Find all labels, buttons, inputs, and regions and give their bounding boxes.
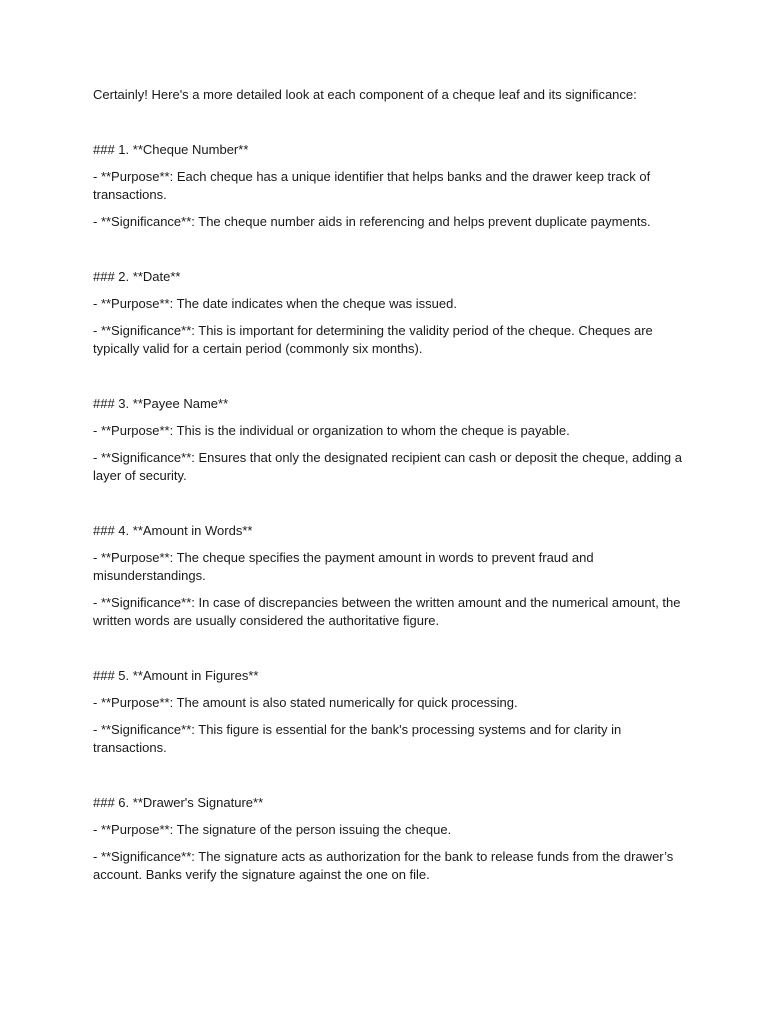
significance-bullet: - **Significance**: In case of discrepancies between the written amount and the numerical amount, the written words are usually considered the authoritative figure. [93, 595, 681, 628]
section-heading: ### 6. **Drawer's Signature** [93, 795, 264, 810]
section-amount-in-figures [93, 667, 693, 757]
section-heading: ### 2. **Date** [93, 269, 181, 284]
purpose-bullet: - **Purpose**: The cheque specifies the payment amount in words to prevent fraud and misunderstandings. [93, 550, 594, 583]
significance-bullet: - **Significance**: The cheque number aids in referencing and helps prevent duplicate payments. [93, 214, 651, 229]
significance-bullet: - **Significance**: This is important for determining the validity period of the cheque. Cheques are typically valid for a certain period (commonly six months). [93, 323, 653, 356]
purpose-bullet: - **Purpose**: The amount is also stated numerically for quick processing. [93, 695, 518, 710]
purpose-bullet: - **Purpose**: The date indicates when the cheque was issued. [93, 296, 457, 311]
section-heading: ### 1. **Cheque Number** [93, 142, 249, 157]
document-page [93, 86, 693, 893]
section-payee-name [93, 395, 693, 485]
purpose-bullet: - **Purpose**: Each cheque has a unique identifier that helps banks and the drawer keep track of transactions. [93, 169, 651, 202]
section-drawers-signature [93, 794, 693, 884]
section-heading: ### 4. **Amount in Words** [93, 523, 253, 538]
section-cheque-number [93, 141, 693, 231]
significance-bullet: - **Significance**: This figure is essential for the bank's processing systems and for clarity in transactions. [93, 722, 622, 755]
section-heading: ### 5. **Amount in Figures** [93, 668, 259, 683]
significance-bullet: - **Significance**: The signature acts as authorization for the bank to release funds from the drawer’s account. Banks verify the signature against the one on file. [93, 849, 674, 882]
purpose-bullet: - **Purpose**: The signature of the person issuing the cheque. [93, 822, 452, 837]
section-date [93, 268, 693, 358]
intro-paragraph: Certainly! Here's a more detailed look at each component of a cheque leaf and its significance: [93, 87, 637, 102]
section-amount-in-words [93, 522, 693, 630]
purpose-bullet: - **Purpose**: This is the individual or organization to whom the cheque is payable. [93, 423, 570, 438]
significance-bullet: - **Significance**: Ensures that only the designated recipient can cash or deposit the cheque, adding a layer of security. [93, 450, 682, 483]
section-heading: ### 3. **Payee Name** [93, 396, 229, 411]
